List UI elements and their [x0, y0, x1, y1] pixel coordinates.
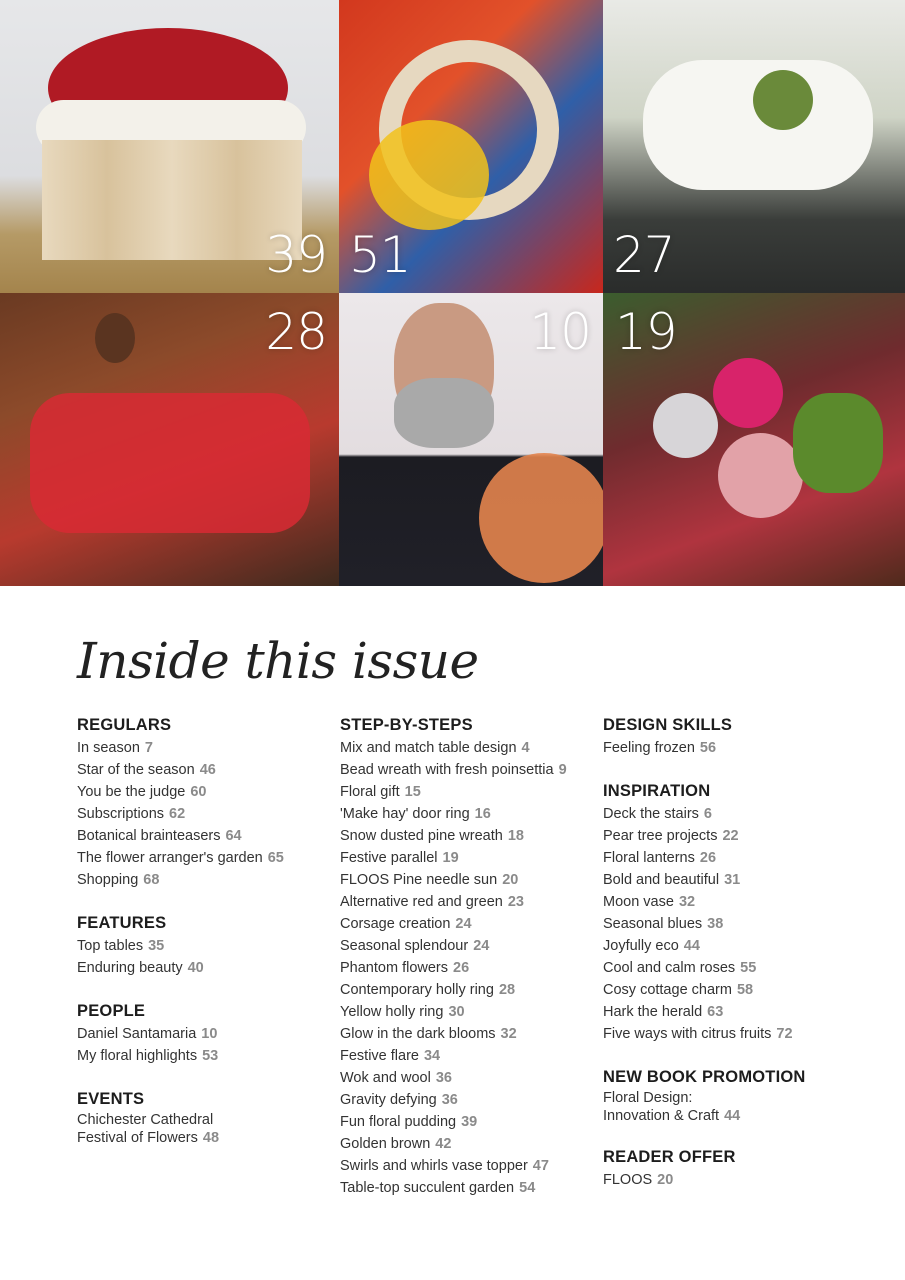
- contents-entry[interactable]: [340, 957, 590, 979]
- entry-page-number: 6: [703, 806, 712, 822]
- entry-title: Floral lanterns: [603, 850, 695, 866]
- entry-page-number: 56: [699, 740, 717, 756]
- section-heading: INSPIRATION: [603, 782, 711, 800]
- contents-section-group: [77, 1000, 332, 1067]
- entry-page-number: 15: [404, 784, 421, 800]
- contents-entry[interactable]: [340, 1155, 590, 1177]
- contents-entry[interactable]: [77, 803, 332, 825]
- entry-page-number: 20: [657, 1172, 674, 1188]
- entry-title: In season: [77, 740, 140, 756]
- entry-title: Five ways with citrus fruits: [603, 1026, 772, 1042]
- contents-entry[interactable]: [340, 1045, 590, 1067]
- entry-page-number: 18: [507, 828, 524, 844]
- entry-page-number: 16: [474, 806, 491, 822]
- contents-entry[interactable]: [603, 1089, 873, 1125]
- section-heading: READER OFFER: [603, 1148, 736, 1166]
- entry-page-number: 65: [267, 850, 284, 866]
- entry-title: Top tables: [77, 938, 144, 954]
- entry-page-number: 36: [435, 1070, 452, 1086]
- entry-title: Alternative red and green: [340, 894, 503, 910]
- page-number-badge: 19: [615, 303, 677, 361]
- entry-title: Snow dusted pine wreath: [340, 828, 503, 844]
- entry-title: Joyfully eco: [603, 938, 679, 954]
- entry-title: Daniel Santamaria: [77, 1026, 197, 1042]
- entry-title: Shopping: [77, 872, 139, 888]
- entry-title-line1: Chichester Cathedral: [77, 1112, 214, 1128]
- entry-title: Contemporary holly ring: [340, 982, 494, 998]
- entry-page-number: 39: [461, 1114, 478, 1130]
- contents-section-group: [603, 714, 873, 759]
- entry-title: Seasonal splendour: [340, 938, 469, 954]
- contents-entry[interactable]: [340, 1001, 590, 1023]
- contents-entry[interactable]: [340, 781, 590, 803]
- section-heading: PEOPLE: [77, 1002, 146, 1020]
- contents-entry[interactable]: [603, 737, 873, 759]
- entry-page-number: 58: [736, 982, 754, 998]
- contents-entry[interactable]: [340, 1023, 590, 1045]
- section-heading: EVENTS: [77, 1090, 145, 1108]
- contents-entry[interactable]: [603, 1023, 873, 1045]
- entry-title: 'Make hay' door ring: [340, 806, 470, 822]
- entry-title: Wok and wool: [340, 1070, 431, 1086]
- contents-section-group: [603, 780, 873, 1045]
- entry-page-number: 26: [453, 960, 470, 976]
- entry-page-number: 42: [435, 1136, 452, 1152]
- entry-page-number: 36: [441, 1092, 458, 1108]
- entry-page-number: 9: [558, 762, 567, 778]
- contents-entry[interactable]: [340, 913, 590, 935]
- entry-title: Glow in the dark blooms: [340, 1026, 496, 1042]
- contents-entry[interactable]: [77, 935, 332, 957]
- entry-page-number: 24: [455, 916, 472, 932]
- entry-page-number: 48: [202, 1130, 220, 1146]
- contents-entry[interactable]: [603, 825, 873, 847]
- contents-entry[interactable]: [77, 1023, 332, 1045]
- entry-title: Festival of Flowers: [77, 1130, 198, 1146]
- contents-entry[interactable]: [77, 847, 332, 869]
- entry-title: Fun floral pudding: [340, 1114, 457, 1130]
- entry-title: Star of the season: [77, 762, 195, 778]
- entry-title: Table-top succulent garden: [340, 1180, 515, 1196]
- contents-entry[interactable]: [77, 759, 332, 781]
- section-heading: REGULARS: [77, 716, 172, 734]
- entry-page-number: 34: [423, 1048, 441, 1064]
- contents-column-1: [77, 714, 332, 1168]
- photo-tile-3[interactable]: [603, 0, 905, 293]
- entry-title: Enduring beauty: [77, 960, 183, 976]
- contents-entry[interactable]: [340, 869, 590, 891]
- entry-page-number: 31: [724, 872, 741, 888]
- contents-entry[interactable]: [77, 869, 332, 891]
- entry-title: My floral highlights: [77, 1048, 198, 1064]
- entry-page-number: 35: [148, 938, 165, 954]
- entry-page-number: 38: [707, 916, 724, 932]
- entry-title: Festive flare: [340, 1048, 419, 1064]
- contents-entry[interactable]: [603, 869, 873, 891]
- entry-title: Innovation & Craft: [603, 1108, 720, 1124]
- contents-section-group: [603, 1146, 873, 1191]
- contents-entry[interactable]: [603, 935, 873, 957]
- entry-title: Phantom flowers: [340, 960, 448, 976]
- entry-title: FLOOS: [603, 1172, 653, 1188]
- entry-page-number: 62: [169, 806, 186, 822]
- contents-entry[interactable]: [340, 979, 590, 1001]
- entry-title-line1: Floral Design:: [603, 1090, 693, 1106]
- contents-entry[interactable]: [603, 1169, 873, 1191]
- entry-page-number: 19: [442, 850, 459, 866]
- entry-title: Gravity defying: [340, 1092, 437, 1108]
- contents-column-3: [603, 714, 873, 1212]
- entry-page-number: 68: [143, 872, 160, 888]
- entry-title: Feeling frozen: [603, 740, 695, 756]
- contents-entry[interactable]: [340, 759, 590, 781]
- entry-page-number: 60: [190, 784, 207, 800]
- entry-title: Pear tree projects: [603, 828, 718, 844]
- entry-title: You be the judge: [77, 784, 186, 800]
- contents-entry[interactable]: [340, 1133, 590, 1155]
- contents-entry[interactable]: [603, 1001, 873, 1023]
- page-number-badge: 51: [349, 226, 411, 284]
- entry-page-number: 46: [199, 762, 216, 778]
- contents-entry[interactable]: [603, 979, 873, 1001]
- contents-section-group: [77, 1088, 332, 1147]
- contents-entry[interactable]: [603, 957, 873, 979]
- entry-title: Yellow holly ring: [340, 1004, 444, 1020]
- contents-section-group: [77, 912, 332, 979]
- entry-title: Seasonal blues: [603, 916, 703, 932]
- entry-page-number: 55: [740, 960, 757, 976]
- contents-entry[interactable]: [77, 737, 332, 759]
- photo-tile-6[interactable]: [603, 293, 905, 586]
- entry-title: Botanical brainteasers: [77, 828, 221, 844]
- entry-page-number: 23: [507, 894, 524, 910]
- contents-entry[interactable]: [603, 891, 873, 913]
- entry-page-number: 53: [202, 1048, 219, 1064]
- page-number-badge: 28: [265, 303, 327, 361]
- entry-page-number: 24: [473, 938, 490, 954]
- page-number-badge: 27: [613, 226, 675, 284]
- section-heading: STEP-BY-STEPS: [340, 716, 473, 734]
- entry-page-number: 64: [225, 828, 242, 844]
- contents-entry[interactable]: [340, 891, 590, 913]
- contents-entry[interactable]: [340, 935, 590, 957]
- contents-entry[interactable]: [77, 957, 332, 979]
- contents-entry[interactable]: [77, 1045, 332, 1067]
- entry-title: Bold and beautiful: [603, 872, 720, 888]
- contents-entry[interactable]: [77, 1111, 332, 1147]
- entry-page-number: 32: [500, 1026, 517, 1042]
- entry-title: Floral gift: [340, 784, 400, 800]
- contents-entry[interactable]: [77, 781, 332, 803]
- section-heading: NEW BOOK PROMOTION: [603, 1068, 806, 1086]
- entry-page-number: 72: [776, 1026, 793, 1042]
- entry-page-number: 10: [201, 1026, 218, 1042]
- entry-title: Mix and match table design: [340, 740, 517, 756]
- entry-page-number: 44: [683, 938, 700, 954]
- entry-page-number: 26: [699, 850, 717, 866]
- entry-title: Cosy cottage charm: [603, 982, 732, 998]
- entry-page-number: 22: [722, 828, 739, 844]
- photo-tile-2[interactable]: [339, 0, 603, 293]
- photo-tile-4[interactable]: [0, 293, 339, 586]
- entry-title: Deck the stairs: [603, 806, 699, 822]
- entry-title: Golden brown: [340, 1136, 431, 1152]
- entry-page-number: 7: [144, 740, 153, 756]
- page-number-badge: 10: [529, 303, 591, 361]
- entry-page-number: 47: [532, 1158, 549, 1174]
- entry-title: Bead wreath with fresh poinsettia: [340, 762, 554, 778]
- contents-entry[interactable]: [340, 1177, 590, 1199]
- entry-page-number: 44: [724, 1108, 741, 1124]
- entry-page-number: 28: [498, 982, 516, 998]
- entry-page-number: 20: [502, 872, 519, 888]
- entry-page-number: 4: [521, 740, 530, 756]
- entry-page-number: 40: [187, 960, 204, 976]
- photo-tile-1[interactable]: [0, 0, 339, 293]
- contents-entry[interactable]: [340, 1111, 590, 1133]
- contents-section-group: [77, 714, 332, 891]
- entry-title: Moon vase: [603, 894, 674, 910]
- entry-title: Subscriptions: [77, 806, 165, 822]
- section-heading: FEATURES: [77, 914, 167, 932]
- entry-title: The flower arranger's garden: [77, 850, 263, 866]
- contents-entry[interactable]: [77, 825, 332, 847]
- section-heading: DESIGN SKILLS: [603, 716, 733, 734]
- contents-entry[interactable]: [340, 847, 590, 869]
- entry-title: Hark the herald: [603, 1004, 703, 1020]
- contents-entry[interactable]: [340, 825, 590, 847]
- entry-title: Festive parallel: [340, 850, 438, 866]
- contents-column-2: [340, 714, 590, 1220]
- photo-tile-5[interactable]: [339, 293, 603, 586]
- contents-entry[interactable]: [603, 803, 873, 825]
- contents-section-group: [603, 1066, 873, 1125]
- contents-entry[interactable]: [340, 737, 590, 759]
- entry-page-number: 30: [448, 1004, 465, 1020]
- entry-title: Swirls and whirls vase topper: [340, 1158, 528, 1174]
- entry-title: Cool and calm roses: [603, 960, 736, 976]
- entry-page-number: 54: [519, 1180, 536, 1196]
- entry-title: FLOOS Pine needle sun: [340, 872, 498, 888]
- page-title: Inside this issue: [77, 632, 479, 690]
- entry-page-number: 32: [678, 894, 696, 910]
- contents-entry[interactable]: [340, 1089, 590, 1111]
- entry-title: Corsage creation: [340, 916, 451, 932]
- photo-grid: [0, 0, 905, 586]
- contents-entry[interactable]: [603, 913, 873, 935]
- contents-section-group: [340, 714, 590, 1199]
- contents-entry[interactable]: [340, 803, 590, 825]
- page-number-badge: 39: [265, 226, 327, 284]
- contents-entry[interactable]: [340, 1067, 590, 1089]
- contents-section: [0, 586, 905, 1280]
- entry-page-number: 63: [707, 1004, 724, 1020]
- contents-entry[interactable]: [603, 847, 873, 869]
